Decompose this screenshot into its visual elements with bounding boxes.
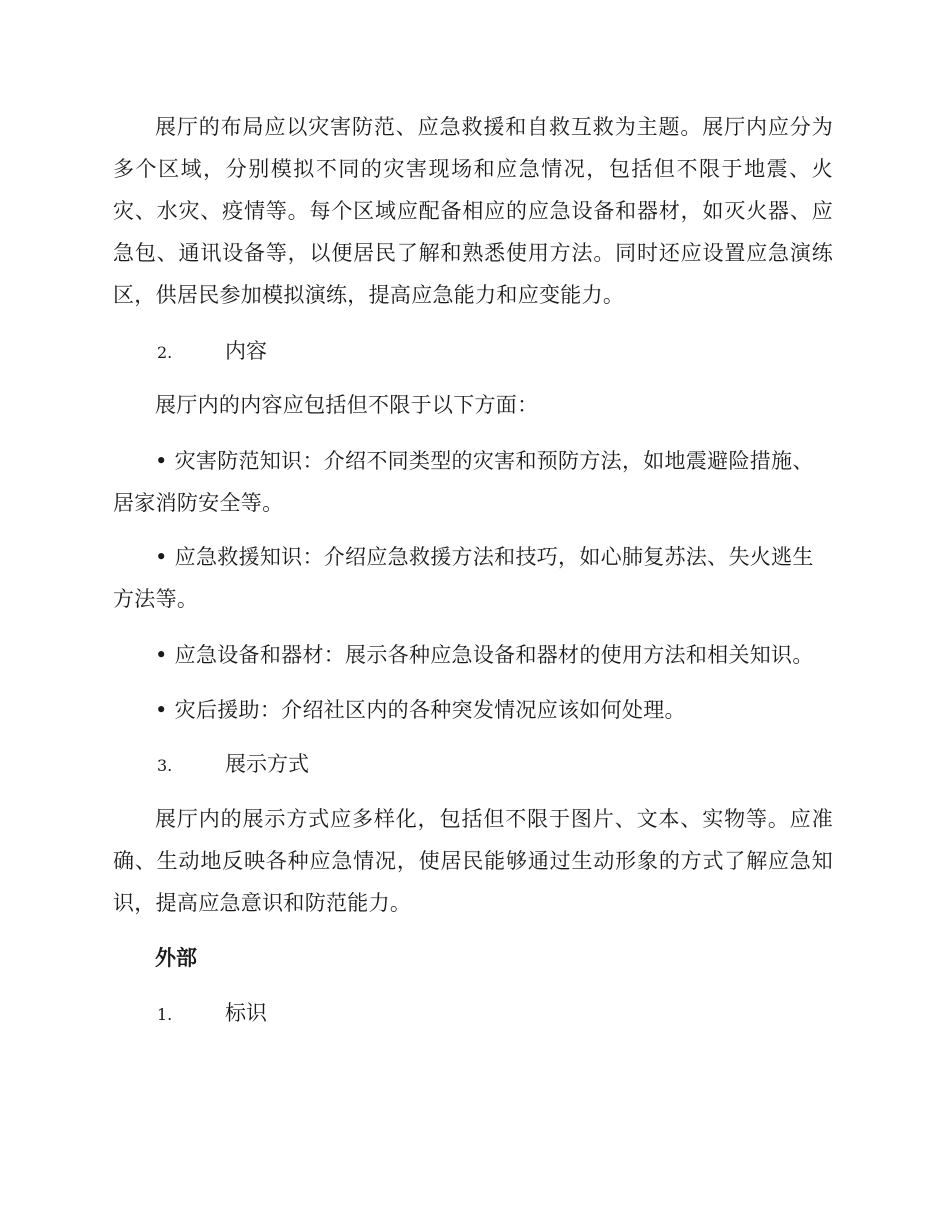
list-item-content <box>157 330 267 374</box>
list-number: 1. <box>157 1005 173 1024</box>
list-label: 标识 <box>225 1001 267 1025</box>
bullet-item: • 灾后援助：介绍社区内的各种突发情况应该如何处理。 <box>155 698 686 722</box>
list-label: 展示方式 <box>225 752 309 776</box>
bullet-item: • 应急救援知识：介绍应急救援方法和技巧，如心肺复苏法、失火逃生方法等。 <box>113 545 814 611</box>
list-item-sign <box>157 992 267 1036</box>
list-label: 内容 <box>225 339 267 363</box>
bullet-item: • 应急设备和器材：展示各种应急设备和器材的使用方法和相关知识。 <box>155 643 814 667</box>
paragraph-content-intro: 展厅内的内容应包括但不限于以下方面： <box>155 393 539 417</box>
section-heading-exterior: 外部 <box>155 945 197 970</box>
list-number: 3. <box>157 756 173 775</box>
list-item-display <box>157 743 309 787</box>
paragraph-display: 展厅内的展示方式应多样化，包括但不限于图片、文本、实物等。应准确、生动地反映各种应急情况，使居民能够通过生动形象的方式了解应急知识，提高应急意识和防范能力。 <box>113 807 833 915</box>
bullet-item: • 灾害防范知识：介绍不同类型的灾害和预防方法，如地震避险措施、居家消防安全等。 <box>113 449 814 515</box>
paragraph-layout: 展厅的布局应以灾害防范、应急救援和自救互救为主题。展厅内应分为多个区域，分别模拟不同的灾害现场和应急情况，包括但不限于地震、火灾、水灾、疫情等。每个区域应配备相应的应急设备和器材，如灭火器、应急包、通讯设备等，以便居民了解和熟悉使用方法。同时还应设置应急演练区，供居民参加模拟演练，提高应急能力和应变能力。 <box>113 115 833 307</box>
list-number: 2. <box>157 343 173 362</box>
